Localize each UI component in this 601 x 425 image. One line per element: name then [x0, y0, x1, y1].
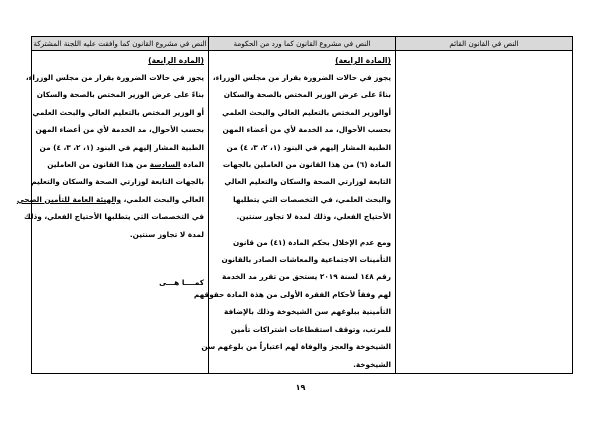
text-line: بناءً على عرض الوزير المختص بالصحة والسكان	[36, 90, 204, 100]
header-existing-law: النص في القانون القائم	[396, 37, 573, 51]
text-line	[16, 191, 204, 208]
text-line: التأمينية ببلوغهم سن الشيخوخة وذلك بالإضافة	[224, 307, 391, 317]
text-line: بناءً على عرض الوزير المختص بالصحة والسكان	[223, 90, 391, 100]
text-line	[36, 156, 204, 173]
government-text-cell	[193, 51, 396, 374]
header-government-text: النص في مشروع القانون كما ورد من الحكومة	[209, 37, 396, 51]
government-article-title: (المادة الرابعة)	[335, 56, 391, 65]
table-header-row	[32, 37, 573, 51]
text-line: التأمينات الاجتماعية والمعاشات الصادر بالقانون	[221, 255, 391, 265]
committee-article-title: (المادة الرابعة)	[148, 56, 204, 65]
existing-law-cell	[396, 51, 573, 374]
header-committee-text: النص في مشروع القانون كما وافقت عليه اللجنة المشتركة	[32, 37, 209, 51]
table-body-row	[32, 51, 573, 374]
text-line: ومع عدم الإخلال بحكم المادة (٤١) من قانون	[232, 237, 391, 247]
text-line: الطبية المشار إليهم في البنود (١، ٢، ٣، ٤) من	[226, 142, 391, 152]
text-line: المادة (٦) من هذا القانون من العاملين بالجهات	[222, 160, 391, 170]
text-line: في التخصصات التي يتطلبها الأحتياج الفعلي، وذلك	[24, 212, 204, 222]
text-line: يجوز في حالات الضرورة بقرار من مجلس الوزراء،	[25, 73, 204, 82]
text-fragment: المادة	[180, 160, 204, 170]
text-line: للمرتب، وتوقف استقطاعات اشتراكات تأمين	[230, 324, 391, 334]
committee-paragraph	[16, 69, 204, 243]
text-line: لمدة لا تجاوز سنتين.	[129, 229, 204, 239]
text-line: أو الوزير المختص بالتعليم العالي والبحث العلمي	[32, 107, 204, 117]
text-line: الشيخوخة.	[353, 359, 391, 369]
text-line: والبحث العلمي، في التخصصات التي يتطلبها	[233, 194, 391, 204]
text-line: الطبية المشار إليهم في البنود (١، ٢، ٣، ٤) من	[39, 142, 204, 152]
text-fragment: من هذا القانون من العاملين	[47, 160, 150, 170]
text-line: رقم ١٤٨ لسنة ٢٠١٩ يستحق من تقرر مد الخدمة	[222, 272, 391, 282]
amended-text-underlined: والهيئة العامة للتأمين الصحي	[16, 194, 122, 204]
committee-text-cell	[16, 51, 209, 374]
text-fragment: العالي والبحث العلمي،	[121, 194, 204, 204]
text-line: الأحتياج الفعلي، وذلك لمدة لا تجاوز سنتين.	[236, 212, 391, 222]
text-line: بحسب الأحوال، مد الخدمة لأي من أعضاء المهن	[35, 125, 204, 135]
comparison-table	[16, 36, 573, 374]
text-line: بالجهات التابعة لوزارتي الصحة والسكان والتعليم	[31, 177, 204, 187]
text-line: الشيخوخة والعجز والوفاة لهم اعتباراً من بلوغهم سن	[201, 342, 391, 352]
paragraph-gap	[213, 226, 391, 234]
amended-text-underlined: السادسة	[149, 160, 181, 170]
text-line: لهم وفقاً لأحكام الفقرة الأولى من هذة المادة حقوقهم	[193, 289, 391, 299]
page-number: ١٩	[295, 383, 306, 392]
text-line: يجوز في حالات الضرورة بقرار من مجلس الوزراء،	[212, 73, 391, 82]
same-as-note: كمــــا هـــى	[159, 278, 204, 288]
government-paragraph-1	[213, 69, 391, 226]
government-paragraph-2	[193, 234, 391, 373]
text-line: بحسب الأحوال، مد الخدمة لأي من أعضاء المهن	[222, 125, 391, 135]
text-line: التابعة لوزارتي الصحة والسكان والتعليم العالي	[224, 177, 391, 187]
text-line: أوالوزير المختص بالتعليم العالي والبحث العلمي	[222, 107, 391, 117]
